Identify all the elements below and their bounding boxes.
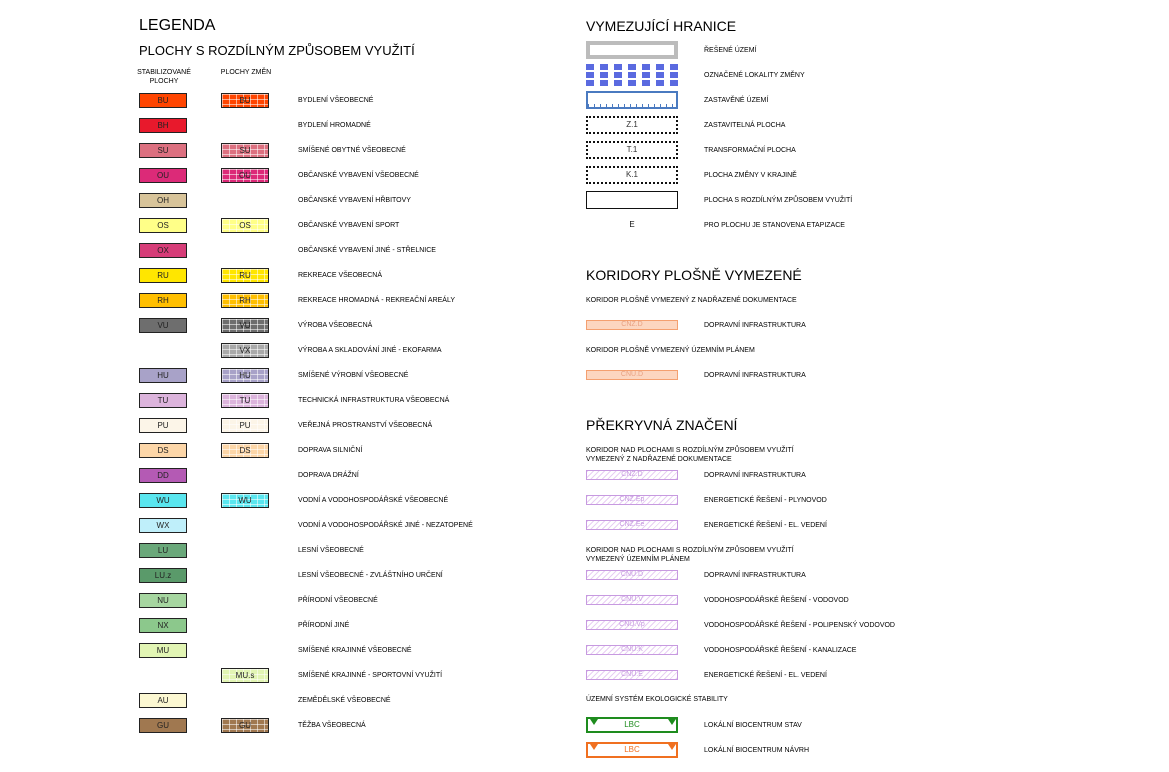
land-use-label: DOPRAVA DRÁŽNÍ — [298, 472, 359, 479]
overlay-corridor-label: VODOHOSPODÁŘSKÉ ŘEŠENÍ - POLIPENSKÝ VODOVOD — [704, 622, 895, 629]
overlay-corridor-swatch: CNZ.D — [586, 470, 678, 480]
corridors-note-plan: KORIDOR PLOŠNĚ VYMEZENÝ ÚZEMNÍM PLÁNEM — [586, 347, 755, 354]
legend-title: LEGENDA — [139, 17, 216, 34]
solved-area-symbol — [586, 41, 678, 59]
biocenter-tick — [590, 719, 598, 725]
change-area-swatch: VX — [221, 343, 269, 358]
stable-area-swatch: WX — [139, 518, 187, 533]
overlay-note-plan-line2: VYMEZENÝ ÚZEMNÍM PLÁNEM — [586, 556, 690, 563]
stable-area-swatch: RH — [139, 293, 187, 308]
land-use-label: OBČANSKÉ VYBAVENÍ SPORT — [298, 222, 400, 229]
phasing-symbol: E — [629, 220, 635, 229]
land-use-label: TĚŽBA VŠEOBECNÁ — [298, 722, 366, 729]
land-use-label: VÝROBA VŠEOBECNÁ — [298, 322, 373, 329]
change-locality-symbol — [586, 64, 678, 86]
change-area-swatch: OS — [221, 218, 269, 233]
land-use-label: LESNÍ VŠEOBECNÉ - ZVLÁŠTNÍHO URČENÍ — [298, 572, 443, 579]
overlay-corridor-label: DOPRAVNÍ INFRASTRUKTURA — [704, 572, 806, 579]
corridors-note-superior: KORIDOR PLOŠNĚ VYMEZENÝ Z NADŘAZENÉ DOKUMENTACE — [586, 297, 797, 304]
land-use-label: DOPRAVA SILNIČNÍ — [298, 447, 363, 454]
land-use-label: BYDLENÍ HROMADNÉ — [298, 122, 371, 129]
dotted-area-symbol: T.1 — [586, 141, 678, 159]
change-area-swatch: BU — [221, 93, 269, 108]
overlay-corridor-swatch: CNZ.Ee — [586, 520, 678, 530]
corridor-swatch: CNU.D — [586, 370, 678, 380]
boundary-label: ZASTAVĚNÉ ÚZEMÍ — [704, 97, 769, 104]
change-area-swatch: VU — [221, 318, 269, 333]
land-use-label: REKREACE VŠEOBECNÁ — [298, 272, 383, 279]
change-area-swatch: MU.s — [221, 668, 269, 683]
boundary-label: ŘEŠENÉ ÚZEMÍ — [704, 47, 757, 54]
overlay-corridor-swatch: CNU.K — [586, 645, 678, 655]
stable-area-swatch: PU — [139, 418, 187, 433]
land-use-area-symbol — [586, 191, 678, 209]
stable-area-swatch: BU — [139, 93, 187, 108]
overlay-corridor-swatch: CNU.V — [586, 595, 678, 605]
stable-area-swatch: DD — [139, 468, 187, 483]
corridor-swatch: CNZ.D — [586, 320, 678, 330]
land-use-label: BYDLENÍ VŠEOBECNÉ — [298, 97, 374, 104]
stable-area-swatch: OS — [139, 218, 187, 233]
boundary-label: TRANSFORMAČNÍ PLOCHA — [704, 147, 796, 154]
overlay-corridor-label: ENERGETICKÉ ŘEŠENÍ - EL. VEDENÍ — [704, 522, 827, 529]
stable-area-swatch: NU — [139, 593, 187, 608]
uses-title: ÚZEMNÍ SYSTÉM EKOLOGICKÉ STABILITY — [586, 696, 728, 703]
stable-area-swatch: SU — [139, 143, 187, 158]
land-use-subtitle: PLOCHY S ROZDÍLNÝM ZPŮSOBEM VYUŽITÍ — [139, 43, 415, 58]
stable-area-swatch: MU — [139, 643, 187, 658]
land-use-label: PŘÍRODNÍ VŠEOBECNÉ — [298, 597, 378, 604]
boundary-label: PLOCHA S ROZDÍLNÝM ZPŮSOBEM VYUŽITÍ — [704, 197, 853, 204]
change-area-swatch: GU — [221, 718, 269, 733]
land-use-label: SMÍŠENÉ VÝROBNÍ VŠEOBECNÉ — [298, 372, 409, 379]
stable-area-swatch: WU — [139, 493, 187, 508]
land-use-label: SMÍŠENÉ OBYTNÉ VŠEOBECNÉ — [298, 147, 406, 154]
stable-area-swatch: DS — [139, 443, 187, 458]
change-area-swatch: PU — [221, 418, 269, 433]
boundaries-title: VYMEZUJÍCÍ HRANICE — [586, 18, 737, 34]
stable-area-swatch: LU.z — [139, 568, 187, 583]
stable-area-swatch: BH — [139, 118, 187, 133]
overlay-title: PŘEKRYVNÁ ZNAČENÍ — [586, 417, 738, 433]
stable-area-swatch: OH — [139, 193, 187, 208]
overlay-note-superior-line2: VYMEZENÝ Z NADŘAZENÉ DOKUMENTACE — [586, 456, 732, 463]
land-use-label: ZEMĚDĚLSKÉ VŠEOBECNÉ — [298, 697, 391, 704]
biocenter-swatch — [586, 742, 678, 758]
overlay-note-plan-line1: KORIDOR NAD PLOCHAMI S ROZDÍLNÝM ZPŮSOBEM VYUŽITÍ — [586, 547, 794, 554]
stable-area-swatch: GU — [139, 718, 187, 733]
biocenter-tick — [590, 744, 598, 750]
stable-area-swatch: AU — [139, 693, 187, 708]
change-area-swatch: TU — [221, 393, 269, 408]
change-area-swatch: WU — [221, 493, 269, 508]
biocenter-code: LBC — [624, 745, 640, 754]
land-use-label: TECHNICKÁ INFRASTRUKTURA VŠEOBECNÁ — [298, 397, 450, 404]
stable-area-swatch: TU — [139, 393, 187, 408]
overlay-corridor-swatch: CNZ.Ep — [586, 495, 678, 505]
overlay-corridor-label: DOPRAVNÍ INFRASTRUKTURA — [704, 472, 806, 479]
stable-area-swatch: LU — [139, 543, 187, 558]
change-area-swatch: RU — [221, 268, 269, 283]
biocenter-label: LOKÁLNÍ BIOCENTRUM STAV — [704, 722, 802, 729]
overlay-corridor-swatch: CNU.E — [586, 670, 678, 680]
change-area-swatch: OU — [221, 168, 269, 183]
overlay-corridor-label: VODOHOSPODÁŘSKÉ ŘEŠENÍ - VODOVOD — [704, 597, 849, 604]
biocenter-label: LOKÁLNÍ BIOCENTRUM NÁVRH — [704, 747, 810, 754]
stable-areas-header: STABILIZOVANÉ PLOCHY — [137, 69, 191, 85]
stable-area-swatch: OX — [139, 243, 187, 258]
boundary-label: PRO PLOCHU JE STANOVENA ETAPIZACE — [704, 222, 845, 229]
change-areas-header: PLOCHY ZMĚN — [220, 69, 272, 76]
land-use-label: VEŘEJNÁ PROSTRANSTVÍ VŠEOBECNÁ — [298, 422, 433, 429]
corridor-label: DOPRAVNÍ INFRASTRUKTURA — [704, 372, 806, 379]
overlay-note-superior-line1: KORIDOR NAD PLOCHAMI S ROZDÍLNÝM ZPŮSOBEM VYUŽITÍ — [586, 447, 794, 454]
biocenter-code: LBC — [624, 720, 640, 729]
boundary-label: OZNAČENÉ LOKALITY ZMĚNY — [704, 72, 805, 79]
overlay-corridor-label: ENERGETICKÉ ŘEŠENÍ - PLYNOVOD — [704, 497, 827, 504]
biocenter-swatch — [586, 717, 678, 733]
corridors-title: KORIDORY PLOŠNĚ VYMEZENÉ — [586, 267, 802, 283]
stable-area-swatch: NX — [139, 618, 187, 633]
land-use-label: REKREACE HROMADNÁ - REKREAČNÍ AREÁLY — [298, 297, 456, 304]
land-use-label: OBČANSKÉ VYBAVENÍ HŘBITOVY — [298, 197, 411, 204]
boundary-label: PLOCHA ZMĚNY V KRAJINĚ — [704, 172, 797, 179]
built-area-symbol — [586, 91, 678, 109]
dotted-area-symbol: K.1 — [586, 166, 678, 184]
corridor-label: DOPRAVNÍ INFRASTRUKTURA — [704, 322, 806, 329]
land-use-label: SMÍŠENÉ KRAJINNÉ - SPORTOVNÍ VYUŽITÍ — [298, 672, 443, 679]
stable-area-swatch: RU — [139, 268, 187, 283]
overlay-corridor-swatch: CNU.Vp — [586, 620, 678, 630]
land-use-label: VÝROBA A SKLADOVÁNÍ JINÉ - EKOFARMA — [298, 347, 442, 354]
change-area-swatch: RH — [221, 293, 269, 308]
stable-area-swatch: VU — [139, 318, 187, 333]
overlay-corridor-label: ENERGETICKÉ ŘEŠENÍ - EL. VEDENÍ — [704, 672, 827, 679]
land-use-label: OBČANSKÉ VYBAVENÍ JINÉ - STŘELNICE — [298, 247, 436, 254]
land-use-label: VODNÍ A VODOHOSPODÁŘSKÉ VŠEOBECNÉ — [298, 497, 449, 504]
land-use-label: SMÍŠENÉ KRAJINNÉ VŠEOBECNÉ — [298, 647, 412, 654]
overlay-corridor-label: VODOHOSPODÁŘSKÉ ŘEŠENÍ - KANALIZACE — [704, 647, 857, 654]
change-area-swatch: HU — [221, 368, 269, 383]
stable-area-swatch: OU — [139, 168, 187, 183]
dotted-area-symbol: Z.1 — [586, 116, 678, 134]
land-use-label: OBČANSKÉ VYBAVENÍ VŠEOBECNÉ — [298, 172, 419, 179]
land-use-label: LESNÍ VŠEOBECNÉ — [298, 547, 364, 554]
change-area-swatch: DS — [221, 443, 269, 458]
land-use-label: VODNÍ A VODOHOSPODÁŘSKÉ JINÉ - NEZATOPENÉ — [298, 522, 473, 529]
change-area-swatch: SU — [221, 143, 269, 158]
land-use-label: PŘÍRODNÍ JINÉ — [298, 622, 350, 629]
biocenter-tick — [668, 719, 676, 725]
overlay-corridor-swatch: CNU.D — [586, 570, 678, 580]
stable-area-swatch: HU — [139, 368, 187, 383]
boundary-label: ZASTAVITELNÁ PLOCHA — [704, 122, 786, 129]
biocenter-tick — [668, 744, 676, 750]
